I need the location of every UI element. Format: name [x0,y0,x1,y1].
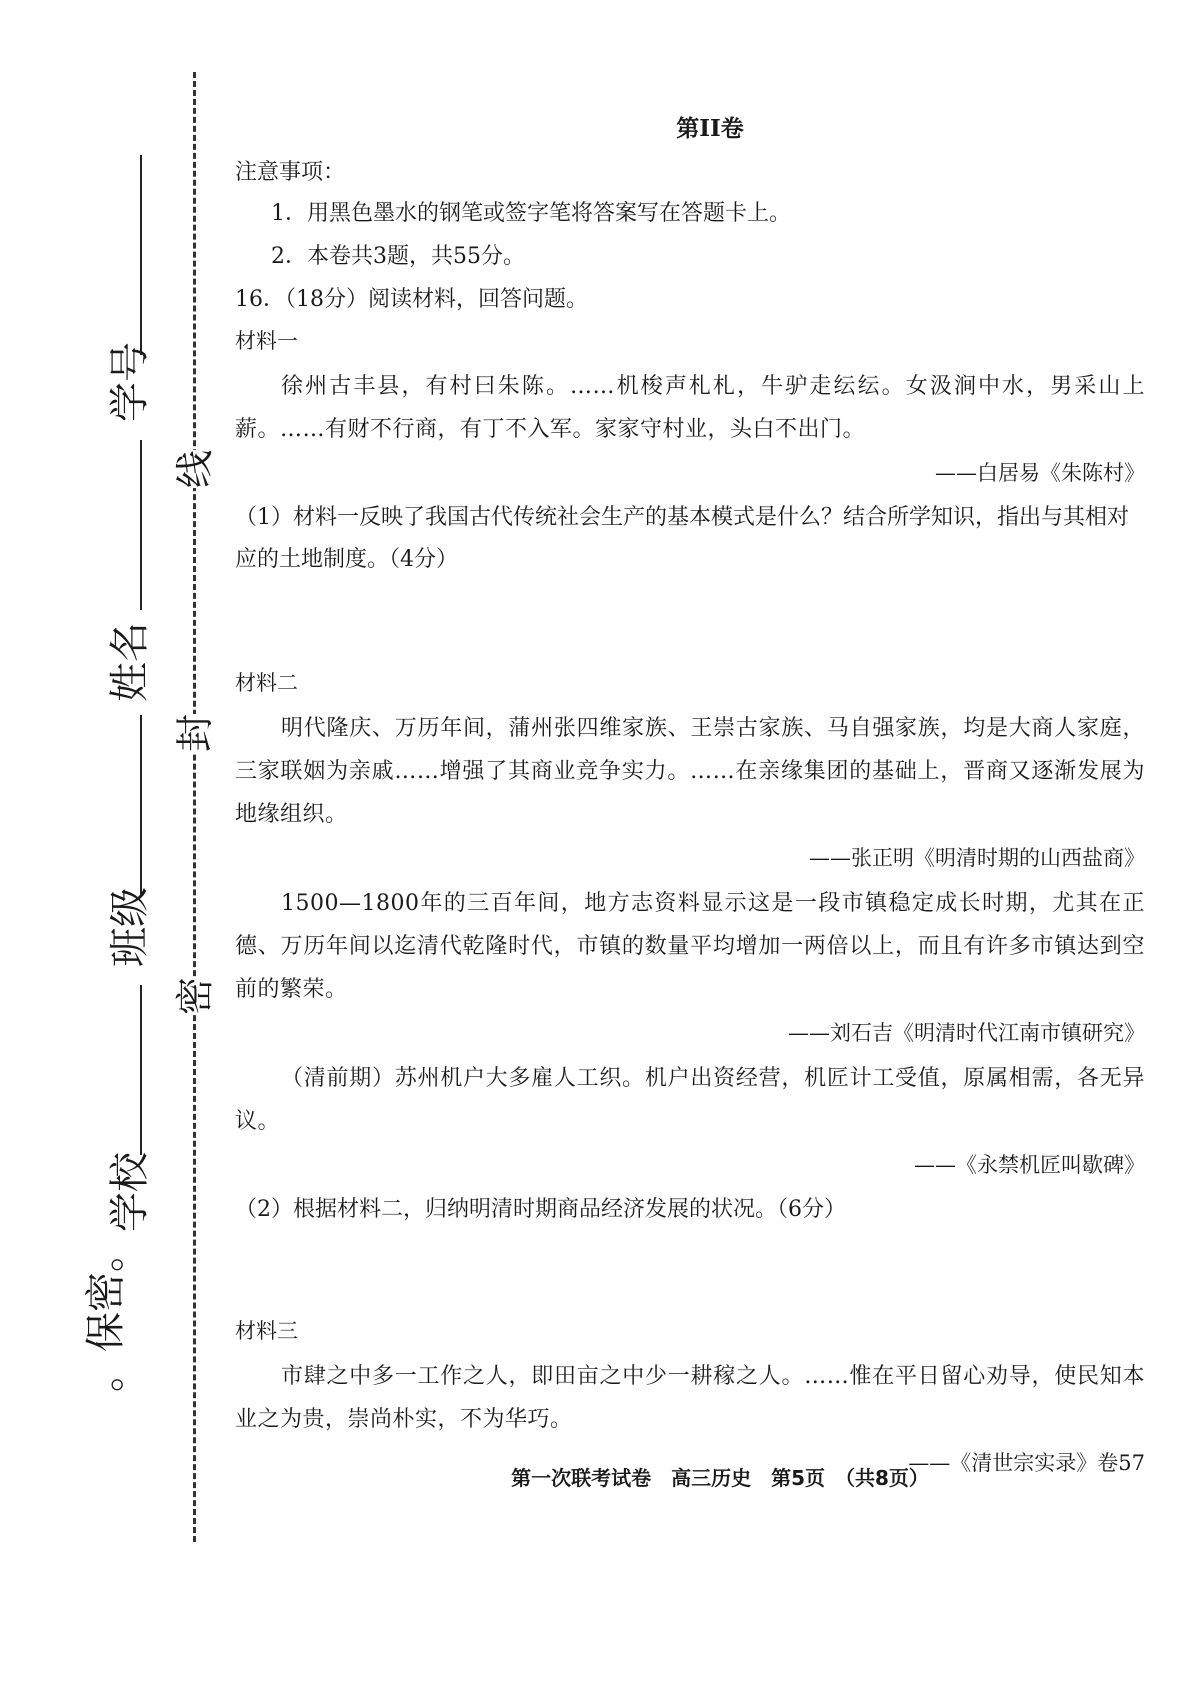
name-line [140,440,142,610]
seal-char-xian: 线 [173,449,218,489]
material-3-text: 市肆之中多一工作之人，即田亩之中少一耕稼之人。……惟在平日留心劝导，使民知本业之为贵，崇尚朴实，不为华巧。 [235,1364,1145,1432]
confidential-label: 。保密。 [83,1232,129,1392]
section-title: 第II卷 [676,115,744,142]
material-1-text: 徐州古丰县，有村曰朱陈。……机梭声札札，牛驴走纭纭。女汲涧中水，男采山上薪。……有财不行商，有丁不入军。家家守村业，头白不出门。 [235,374,1145,442]
page-footer: 第一次联考试卷 高三历史 第5页 （共8页） [511,1466,929,1490]
school-line [140,985,142,1155]
class-label: 班级 [107,887,153,967]
material-2-passage-1: 明代隆庆、万历年间，蒲州张四维家族、王崇古家族、马自强家族，均是大商人家庭，三家联姻为亲戚……增强了其商业竞争实力。……在亲缘集团的基础上，晋商又逐渐发展为地缘组织。 [235,716,1145,827]
material-2-passage-3: （清前期）苏州机户大多雇人工织。机户出资经营，机匠计工受值，原属相需，各无异议。 [235,1066,1145,1134]
material-2-source-2: ——刘石吉《明清时代江南市镇研究》 [788,1021,1145,1045]
student-id-label: 学号 [107,342,153,422]
material-3-label: 材料三 [235,1319,298,1343]
seal-dashed-line [193,72,196,1542]
notice-item: 1．用黑色墨水的钢笔或签字笔将答案写在答题卡上。 [271,201,791,226]
seal-char-feng: 封 [173,713,218,753]
sub-question-2: （2）根据材料二，归纳明清时期商品经济发展的状况。（6分） [235,1197,846,1222]
material-2-label: 材料二 [235,671,298,695]
material-3-source: ——《清世宗实录》卷57 [908,1451,1145,1475]
material-1-label: 材料一 [235,329,298,353]
answer-space [235,1231,1145,1315]
question-header: 16．（18分）阅读材料，回答问题。 [235,287,588,312]
seal-char-mi: 密 [173,976,218,1016]
answer-space [235,581,1145,667]
exam-content [235,110,1145,1487]
material-1-source: ——白居易《朱陈村》 [935,461,1145,485]
class-line [140,715,142,895]
name-label: 姓名 [107,622,153,702]
sub-question-1: （1）材料一反映了我国古代传统社会生产的基本模式是什么？结合所学知识，指出与其相对应的土地制度。（4分） [235,505,1130,572]
material-2-passage-2: 1500—1800年的三百年间，地方志资料显示这是一段市镇稳定成长时期，尤其在正德、万历年间以迄清代乾隆时代，市镇的数量平均增加一两倍以上，而且有许多市镇达到空前的繁荣。 [235,891,1145,1002]
material-2-source-3: ——《永禁机匠叫歇碑》 [914,1153,1145,1177]
student-id-line [140,155,142,355]
notice-title: 注意事项： [235,160,346,185]
school-label: 学校 [107,1152,153,1232]
material-2-source-1: ——张正明《明清时期的山西盐商》 [809,846,1145,870]
notice-item: 2．本卷共3题，共55分。 [271,244,525,269]
